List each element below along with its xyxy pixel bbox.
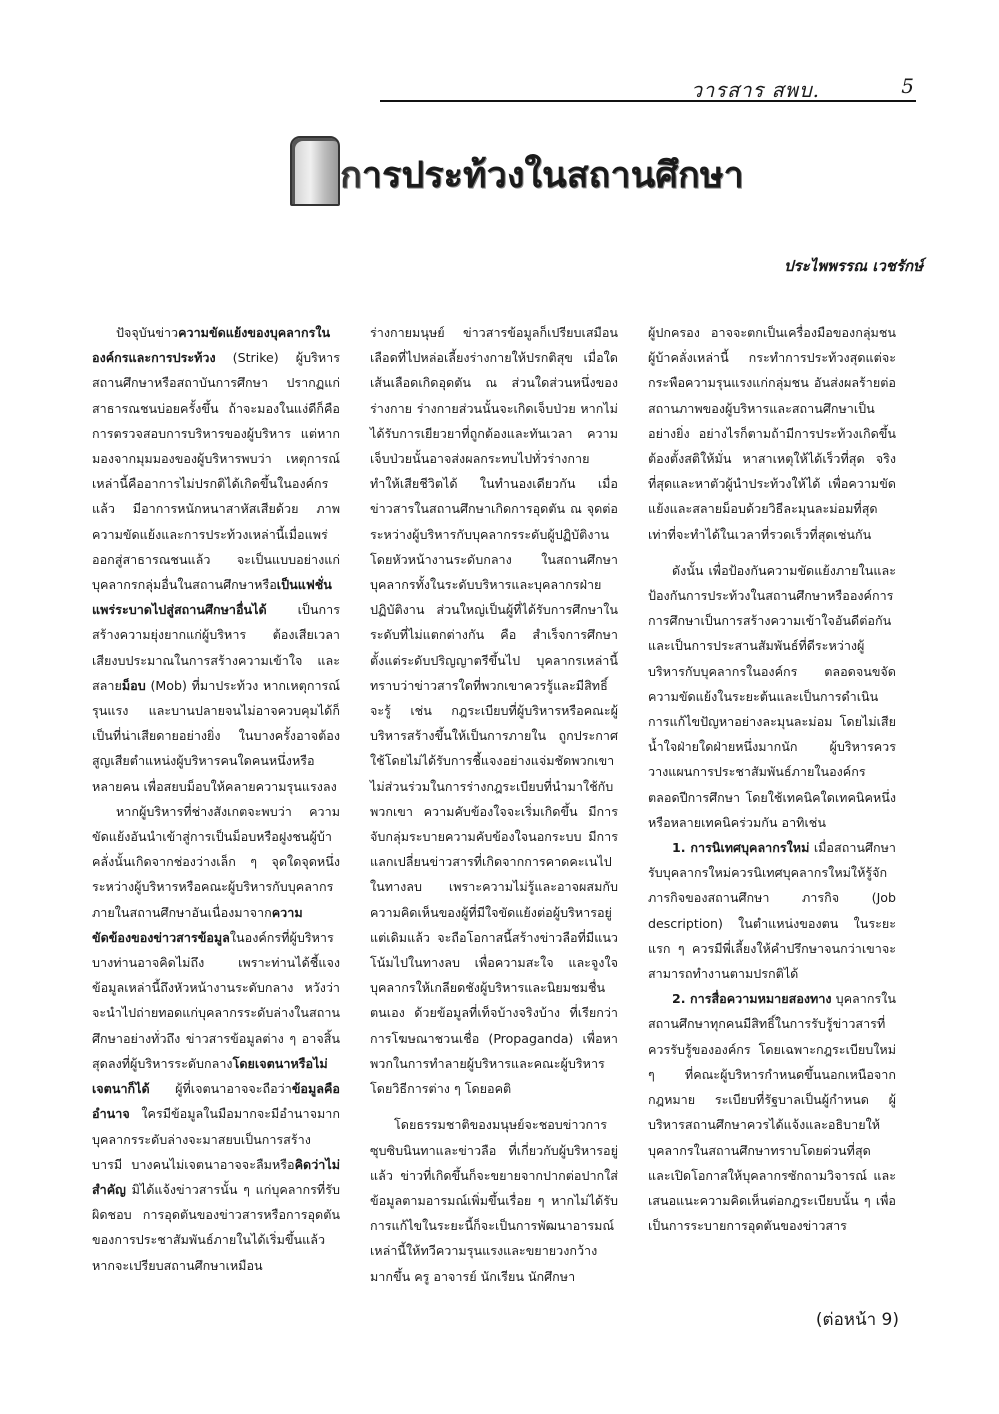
paragraph: ผู้ปกครอง อาจจะตกเป็นเครื่องมือของกลุ่มชนผู้บ้าคลั่งเหล่านี้ กระทำการประท้วงสุดแต่จะกระพือความรุนแรงแก่กลุ่มชน อันส่งผลร้ายต่อสถานภาพของผู้บริหารและสถานศึกษาเป็นอย่างยิ่ง อย่างไรก็ตามถ้ามีการประท้วงเกิดขึ้นต้องตั้งสติให้มั่น หาสาเหตุให้ได้เร็วที่สุด จริงที่สุดและหาตัวผู้นำประท้วงให้ได้ เพื่อความขัดแย้งและสลายม็อบด้วยวิธีละมุนละม่อมที่สุดเท่าที่จะทำได้ในเวลาที่รวดเร็วที่สุดเช่นกัน	[648, 325, 896, 542]
title-rest: ารประท้วงในสถานศึกษา	[361, 155, 744, 196]
column-1	[92, 320, 340, 1278]
bold-run: คิดว่าไม่สำคัญ	[92, 1156, 340, 1197]
paragraph: ร่างกายมนุษย์ ข่าวสารข้อมูลก็เปรียบเสมือนเลือดที่ไปหล่อเลี้ยงร่างกายให้ปรกติสุข เมื่อใดเส้นเลือดเกิดอุดตัน ณ ส่วนใดส่วนหนึ่งของร่างกาย ร่างกายส่วนนั้นจะเกิดเจ็บป่วย หากไม่ได้รับการเยียวยาที่ถูกต้องและทันเวลา ความเจ็บป่วยนั้นอาจส่งผลกระทบไปทั่วร่างกายทำให้เสียชีวิตได้ ในทำนองเดียวกัน เมื่อข่าวสารในสถานศึกษาเกิดการอุดตัน ณ จุดต่อระหว่างผู้บริหารกับบุคลากรระดับผู้ปฏิบัติงานโดยหัวหน้างานระดับกลาง ในสถานศึกษาบุคลากรทั้งในระดับบริหารและบุคลากรฝ่ายปฏิบัติงาน ส่วนใหญ่เป็นผู้ที่ได้รับการศึกษาในระดับที่ไม่แตกต่างกัน คือ สำเร็จการศึกษาตั้งแต่ระดับปริญญาตรีขึ้นไป บุคลากรเหล่านี้ทราบว่าข่าวสารใดที่พวกเขาควรรู้และมีสิทธิ์จะรู้ เช่น กฎระเบียบที่ผู้บริหารหรือคณะผู้บริหารสร้างขึ้นให้เป็นการภายใน ถูกประกาศใช้โดยไม่ได้รับการชี้แจงอย่างแจ่มชัดพวกเขาไม่ส่วนร่วมในการร่างกฎระเบียบที่นำมาใช้กับพวกเขา ความคับข้องใจจะเริ่มเกิดขึ้น มีการจับกลุ่มระบายความคับข้องใจนอกระบบ มีการแลกเปลี่ยนข่าวสารที่เกิดจากการคาดคะเนไปในทางลบ เพราะความไม่รู้และอาจผสมกับความคิดเห็นของผู้ที่มีใจขัดแย้งต่อผู้บริหารอยู่แต่เดิมแล้ว จะถือโอกาสนี้สร้างข่าวลือที่มีแนวโน้มไปในทางลบ เพื่อความสะใจ และจูงใจบุคลากรให้เกลียดชังผู้บริหารและนิยมชมชื่นตนเอง ด้วยข้อมูลที่เท็จบ้างจริงบ้าง ที่เรียกว่า การโฆษณาชวนเชื่อ (Propaganda) เพื่อหาพวกในการทำลายผู้บริหารและคณะผู้บริหารโดยวิธีการต่าง ๆ โดยอคติ	[370, 325, 618, 1097]
article-author: ประไพพรรณ เวชรักษ์	[784, 257, 923, 275]
bold-run: ความขัดข้องของข่าวสารข้อมูล	[92, 904, 303, 945]
journal-name: วารสาร สพบ.	[690, 78, 820, 102]
column-2	[370, 320, 618, 1289]
list-item-heading: 2. การสื่อความหมายสองทาง	[672, 991, 832, 1007]
page-header	[380, 74, 916, 102]
page-number: 5	[901, 74, 914, 98]
paragraph: ดังนั้น เพื่อป้องกันความขัดแย้งภายในและป้องกันการประท้วงในสถานศึกษาหรือองค์การการศึกษาเป็นการสร้างความเข้าใจอันดีต่อกัน และเป็นการประสานสัมพันธ์ที่ดีระหว่างผู้บริหารกับบุคลากรในองค์กร ตลอดจนขจัดความขัดแย้งในระยะต้นและเป็นการดำเนินการแก้ไขปัญหาอย่างละมุนละม่อม โดยไม่เสียน้ำใจฝ่ายใดฝ่ายหนึ่งมากนัก ผู้บริหารควรวางแผนการประชาสัมพันธ์ภายในองค์กรตลอดปีการศึกษา โดยใช้เทคนิคใดเทคนิคหนึ่งหรือหลายเทคนิคร่วมกัน อาทิเช่น	[648, 562, 896, 830]
title-text	[340, 154, 744, 198]
text-run: เป็นการสร้างความยุ่งยากแก่ผู้บริหาร ต้องเสียเวลา เสียงบประมาณในการสร้างความเข้าใจ และสลาย	[92, 602, 340, 693]
bold-run: ม็อบ	[121, 677, 146, 693]
list-item	[648, 986, 896, 1238]
paragraph	[92, 799, 340, 1278]
list-item	[648, 835, 896, 986]
continued-note: (ต่อหน้า 9)	[815, 1310, 899, 1330]
text-run: หากผู้บริหารที่ช่างสังเกตจะพบว่า ความขัดแย้งอันนำเข้าสู่การเป็นม็อบหรือฝูงชนผู้บ้าคลั่งนั้นเกิดจากช่องว่างเล็ก ๆ จุดใดจุดหนึ่งระหว่างผู้บริหารหรือคณะผู้บริหารกับบุคลากรภายในสถานศึกษาอันเนื่องมาจาก	[92, 803, 340, 920]
text-run: ใครมีข้อมูลในมือมากจะมีอำนาจมาก บุคลากรระดับล่างจะมาสยบเป็นการสร้างบารมี บางคนไม่เจตนาอาจจะลืมหรือ	[92, 1106, 340, 1172]
article-title	[290, 132, 744, 206]
bold-run: โดยเจตนาหรือไม่เจตนาก็ได้	[92, 1055, 328, 1097]
list-item-text: เมื่อสถานศึกษารับบุคลากรใหม่ควรนิเทศบุคลากรใหม่ให้รู้จักภารกิจของสถานศึกษา ภารกิจ (Job description) ในตำแหน่งของตน ในระยะแรก ๆ ควรมีพี่เลี้ยงให้คำปรึกษาจนกว่าเขาจะสามารถทำงานตามปรกติได้	[648, 840, 896, 982]
paragraph: โดยธรรมชาติของมนุษย์จะชอบข่าวการซุบซิบนินทาและข่าวลือ ที่เกี่ยวกับผู้บริหารอยู่แล้ว ข่าวที่เกิดขึ้นก็จะขยายจากปากต่อปากใส่ข้อมูลตามอารมณ์เพิ่มขึ้นเรื่อย ๆ หากไม่ได้รับการแก้ไขในระยะนี้ก็จะเป็นการพัฒนาอารมณ์เหล่านี้ให้ทวีความรุนแรงและขยายวงกว้างมากขึ้น ครู อาจารย์ นักเรียน นักศึกษา	[370, 1117, 618, 1284]
title-dropcap-letter: ก	[340, 155, 362, 196]
list-item-heading: 1. การนิเทศบุคลากรใหม่	[672, 840, 810, 856]
text-run: ในองค์กรที่ผู้บริหารบางท่านอาจคิดไม่ถึง เพราะท่านได้ชี้แจงข้อมูลเหล่านี้ถึงหัวหน้างานระดับกลาง หวังว่าจะนำไปถ่ายทอดแก่บุคลากรระดับล่างในสถานศึกษาอย่างทั่วถึง ข่าวสารข้อมูลต่าง ๆ อาจสิ้นสุดลงที่ผู้บริหารระดับกลาง	[92, 929, 341, 1071]
text-run: (Strike) ผู้บริหารสถานศึกษาหรือสถาบันการศึกษา ปรากฏแก่สาธารณชนบ่อยครั้งขึ้น ถ้าจะมองในแง่ดีก็คือการตรวจสอบการบริหารของผู้บริหาร แต่หากมองจากมุมมองของผู้บริหารพบว่า เหตุการณ์เหล่านี้คืออาการไม่ปรกติได้เกิดขึ้นในองค์กรแล้ว มีอาการหนักหนาสาหัสเสียด้วย ภาพความขัดแย้งและการประท้วงเหล่านี้เมื่อแพร่ออกสู่สาธารณชนแล้ว จะเป็นแบบอย่างแก่บุคลากรกลุ่มอื่นในสถานศึกษาหรือ	[92, 350, 340, 593]
list-item-text: บุคลากรในสถานศึกษาทุกคนมีสิทธิ์ในการรับรู้ข่าวสารที่ควรรับรู้ขององค์กร โดยเฉพาะกฎระเบียบใหม่ ๆ ที่คณะผู้บริหารกำหนดขึ้นนอกเหนือจากกฎหมาย ระเบียบที่รัฐบาลเป็นผู้กำหนด ผู้บริหารสถานศึกษาควรได้แจ้งและอธิบายให้บุคลากรในสถานศึกษาทราบโดยด่วนที่สุด และเปิดโอกาสให้บุคลากรซักถามวิจารณ์ และเสนอแนะความคิดเห็นต่อกฎระเบียบนั้น ๆ เพื่อเป็นการระบายการอุดตันของข่าวสาร	[648, 991, 896, 1234]
column-3	[648, 320, 896, 1238]
title-dropcap-graphic	[290, 136, 340, 206]
text-run: (Mob) ที่มาประท้วง หากเหตุการณ์รุนแรง และบานปลายจนไม่อาจควบคุมได้ก็เป็นที่น่าเสียดายอย่างยิ่ง ในบางครั้งอาจต้องสูญเสียตำแหน่งผู้บริหารคนใดคนหนึ่งหรือหลายคน เพื่อสยบม็อบให้คลายความรุนแรงลง	[92, 677, 340, 794]
paragraph	[92, 320, 340, 799]
text-run: มิได้แจ้งข่าวสารนั้น ๆ แก่บุคลากรที่รับผิดชอบ การอุดตันของข่าวสารหรือการอุดตันของการประชาสัมพันธ์ภายในได้เริ่มขึ้นแล้ว หากจะเปรียบสถานศึกษาเหมือน	[92, 1181, 340, 1273]
text-run: ผู้ที่เจตนาอาจจะถือว่า	[149, 1081, 292, 1097]
bold-run: ข้อมูลคืออำนาจ	[92, 1081, 340, 1122]
text-run: ปัจจุบันข่าว	[116, 325, 179, 340]
bold-run: ความขัดแย้งของบุคลากรในองค์กรและการประท้วง	[92, 325, 331, 366]
bold-run: เป็นแฟชั่นแพร่ระบาดไปสู่สถานศึกษาอื่นได้	[92, 577, 332, 618]
